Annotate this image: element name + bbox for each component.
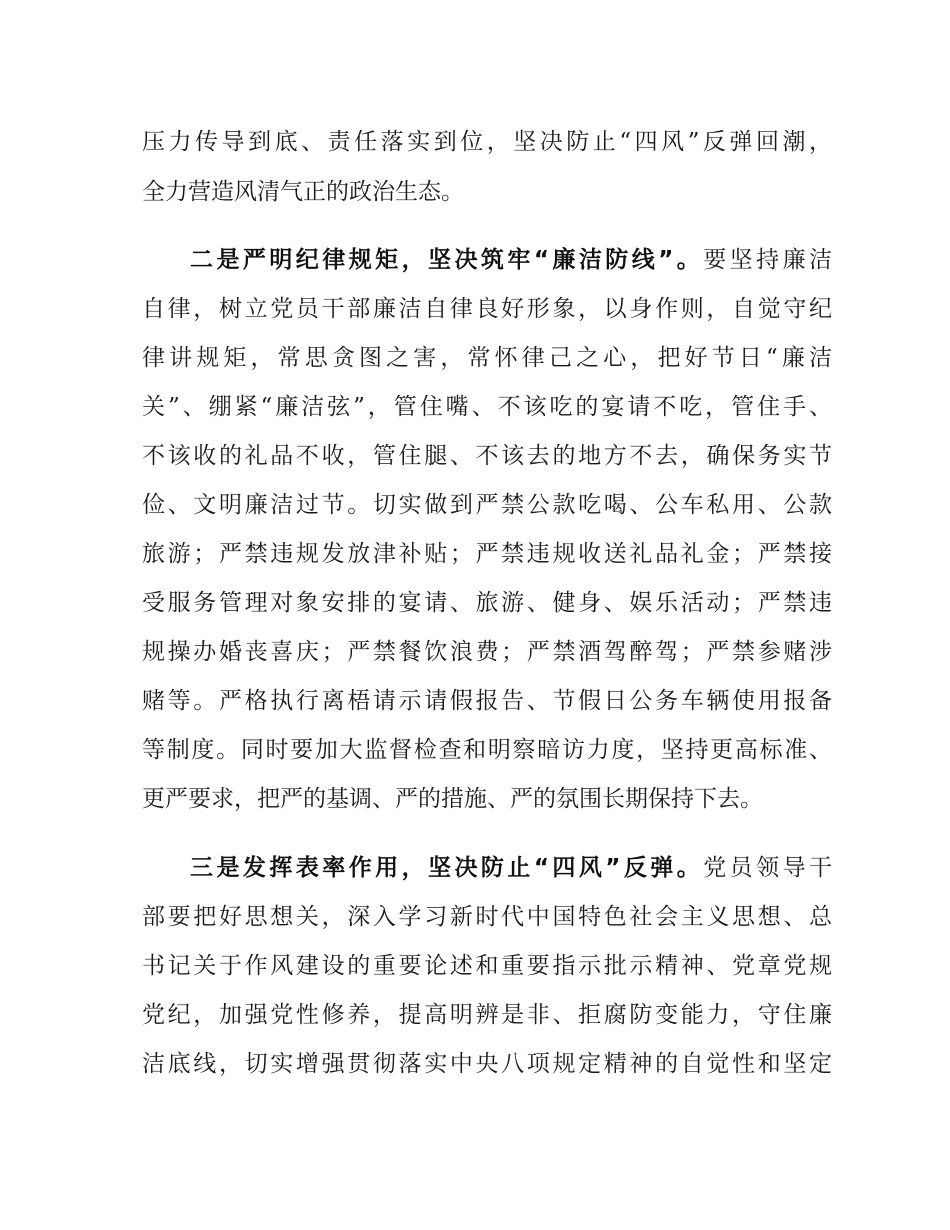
paragraph-2-line-5 — [142, 436, 832, 476]
line-text: 洁底线，切实增强贯彻落实中央八项规定精神的自觉性和坚定 — [142, 1051, 832, 1077]
line-text: 规操办婚丧喜庆；严禁餐饮浪费；严禁酒驾醉驾；严禁参赌涉 — [142, 639, 832, 665]
line-text: 书记关于作风建设的重要论述和重要指示批示精神、党章党规 — [142, 953, 832, 979]
line-text: 俭、文明廉洁过节。切实做到严禁公款吃喝、公车私用、公款 — [142, 492, 832, 518]
paragraph-2-line-9 — [142, 632, 832, 672]
paragraph-1-line-1 — [142, 122, 832, 162]
line-text: 不该收的礼品不收，管住腿、不该去的地方不去，确保务实节 — [142, 443, 832, 469]
line-text: 压力传导到底、责任落实到位，坚决防止“四风”反弹回潮， — [142, 129, 832, 155]
paragraph-2-line-12 — [142, 779, 832, 819]
paragraph-3-line-3 — [142, 946, 832, 986]
line-text: 部要把好思想关，深入学习新时代中国特色社会主义思想、总 — [142, 904, 832, 930]
paragraph-2-line-7 — [142, 534, 832, 574]
line-text: 党员领导干 — [703, 855, 833, 881]
paragraph-heading: 二是严明纪律规矩，坚决筑牢“廉洁防线”。 — [190, 247, 704, 273]
line-text: 全力营造风清气正的政治生态。 — [142, 179, 464, 205]
line-text: 受服务管理对象安排的宴请、旅游、健身、娱乐活动；严禁违 — [142, 590, 832, 616]
paragraph-3-line-4 — [142, 995, 832, 1035]
line-text: 关”、绷紧“廉洁弦”，管住嘴、不该吃的宴请不吃，管住手、 — [142, 394, 832, 420]
paragraph-2-line-10 — [142, 681, 832, 721]
paragraph-2-line-4 — [142, 387, 832, 427]
paragraph-2-line-8 — [142, 583, 832, 623]
paragraph-2-line-1 — [190, 240, 832, 280]
line-text: 党纪，加强党性修养，提高明辨是非、拒腐防变能力，守住廉 — [142, 1002, 832, 1028]
paragraph-2-line-2 — [142, 289, 832, 329]
line-text: 赌等。严格执行离梧请示请假报告、节假日公务车辆使用报备 — [142, 688, 832, 714]
paragraph-2-line-3 — [142, 338, 832, 378]
paragraph-3-line-1 — [190, 848, 832, 888]
paragraph-2-line-11 — [142, 730, 832, 770]
line-text: 要坚持廉洁 — [703, 247, 833, 273]
paragraph-2-line-6 — [142, 485, 832, 525]
line-text: 律讲规矩，常思贪图之害，常怀律己之心，把好节日“廉洁 — [142, 345, 832, 371]
line-text: 自律，树立党员干部廉洁自律良好形象，以身作则，自觉守纪 — [142, 296, 832, 322]
paragraph-1-line-2 — [142, 172, 832, 212]
line-text: 旅游；严禁违规发放津补贴；严禁违规收送礼品礼金；严禁接 — [142, 541, 832, 567]
line-text: 更严要求，把严的基调、严的措施、严的氛围长期保持下去。 — [142, 786, 763, 812]
paragraph-heading: 三是发挥表率作用，坚决防止“四风”反弹。 — [190, 855, 704, 881]
line-text: 等制度。同时要加大监督检查和明察暗访力度，坚持更高标准、 — [142, 737, 832, 763]
paragraph-3-line-5 — [142, 1044, 832, 1084]
paragraph-3-line-2 — [142, 897, 832, 937]
